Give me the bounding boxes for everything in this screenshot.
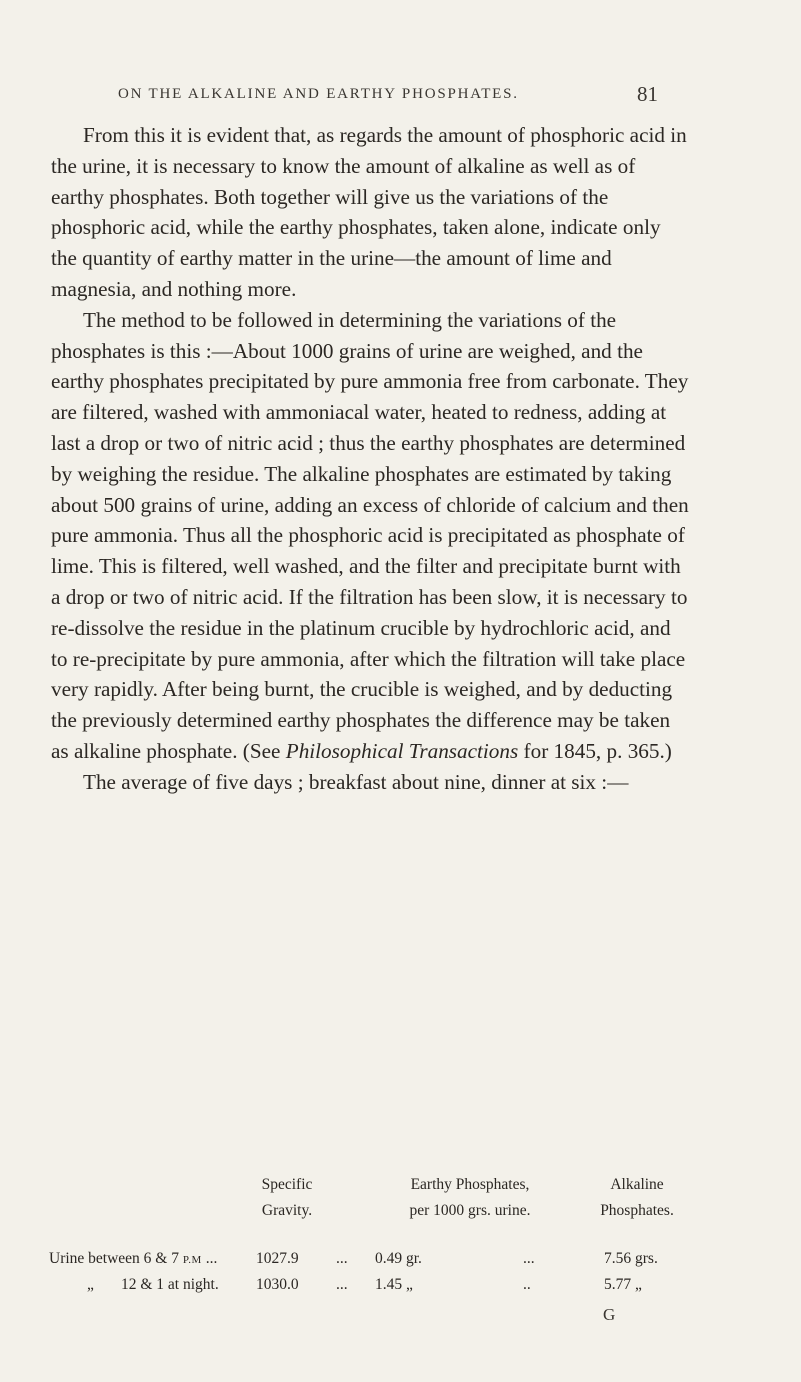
header-earthy-phosphates: Earthy Phosphates, per 1000 grs. urine. (409, 1176, 531, 1219)
paragraph-2-text-a: The method to be followed in determining the variations of the phosphates is this :—About 1000 grains of urine are weighed, and the earthy phosphates precipitated by pure ammonia free from carbonate. They are filtered, washed with ammoniacal water, heated to redness, adding at last a drop or two of nitric acid ; thus the earthy phosphates are determined by weighing the residue. The alkaline phosphates are estimated by taking about 500 grains of urine, adding an excess of chloride of calcium and then pure ammonia. Thus all the phosphoric acid is precipitated as phosphate of lime. This is filtered, well washed, and the filter and precipitate burnt with a drop or two of nitric acid. If the filtration has been slow, it is necessary to re-dissolve the residue in the platinum crucible by hydrochloric acid, and to re-precipitate by pure ammonia, after which the filtration will take place very rapidly. After being burnt, the crucible is weighed, and by deducting the previously determined earthy phosphates the difference may be taken as alkaline phosphate. (See (51, 307, 689, 763)
ditto-mark: „ (87, 1276, 94, 1293)
leader-dots: ... (336, 1276, 348, 1293)
leader-dots: .. (523, 1276, 531, 1293)
paragraph-2 (51, 305, 691, 767)
alkaline-phosphates-value: 7.56 grs. (604, 1250, 658, 1267)
paragraph-3: The average of five days ; breakfast about nine, dinner at six :— (83, 769, 629, 794)
signature-mark: G (603, 1305, 616, 1324)
body-text (51, 120, 691, 798)
row-label: 12 & 1 at night. (121, 1276, 219, 1293)
page-number: 81 (637, 82, 658, 106)
leader-dots: ... (523, 1250, 535, 1267)
earthy-phosphates-value: 1.45 „ (375, 1276, 413, 1293)
earthy-phosphates-value: 0.49 gr. (375, 1250, 422, 1267)
specific-gravity-value: 1030.0 (256, 1276, 299, 1293)
table-row (49, 1276, 699, 1302)
running-head: ON THE ALKALINE AND EARTHY PHOSPHATES. (118, 86, 519, 102)
header-specific-gravity: Specific Gravity. (261, 1176, 313, 1219)
header-alkaline-phosphates: Alkaline Phosphates. (600, 1176, 674, 1219)
specific-gravity-value: 1027.9 (256, 1250, 299, 1267)
alkaline-phosphates-value: 5.77 „ (604, 1276, 642, 1293)
table-row (49, 1250, 699, 1276)
paragraph-1: From this it is evident that, as regards the amount of phosphoric acid in the urine, it is necessary to know the amount of alkaline as well as of earthy phosphates. Both together will give us the variations of the phosphoric acid, while the earthy phosphates, taken alone, indicate only the quantity of earthy matter in the urine—the amount of lime and magnesia, and nothing more. (51, 123, 687, 301)
paragraph-2-text-b: for 1845, p. 365.) (518, 738, 672, 763)
journal-title: Philosophical Transactions (285, 738, 519, 763)
leader-dots: ... (336, 1250, 348, 1267)
row-label: Urine between 6 & 7 P.M ... (49, 1250, 218, 1267)
